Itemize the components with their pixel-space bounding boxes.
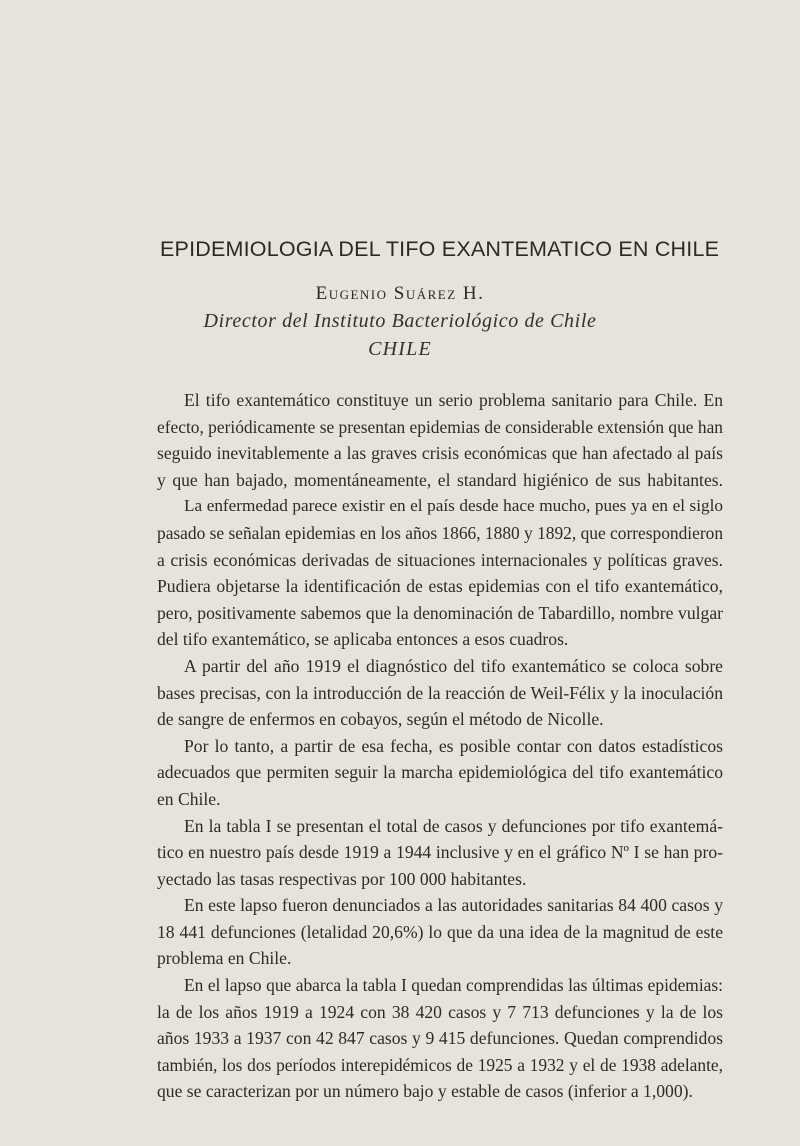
body-line: que se caracterizan por un número bajo y estable de casos (inferior a 1,000). — [157, 1081, 693, 1102]
body-line: En el lapso que abarca la tabla I quedan comprendidas las últimas epidemias: — [184, 975, 723, 996]
body-line: también, los dos períodos interepidémicos de 1925 a 1932 y el de 1938 adelante, — [157, 1054, 723, 1075]
body-line: El tifo exantemático constituye un serio problema sanitario para Chile. En — [184, 390, 723, 410]
body-line: efecto, periódicamente se presentan epidemias de considerable extensión que han — [157, 416, 723, 437]
author-affiliation: Director del Instituto Bacteriológico de Chile — [203, 310, 597, 332]
article-title: EPIDEMIOLOGIA DEL TIFO EXANTEMATICO EN CHILE — [160, 237, 720, 261]
body-line: Pudiera objetarse la identificación de estas epidemias con el tifo exantemático, — [157, 576, 723, 597]
article-body — [157, 387, 723, 1105]
body-line: La enfermedad parece existir en el país desde hace mucho, pues ya en el siglo — [184, 496, 723, 516]
body-line: tico en nuestro país desde 1919 a 1944 inclusive y en el gráfico Nº I se han pro- — [157, 842, 723, 863]
body-line: del tifo exantemático, se aplicaba entonces a esos cuadros. — [157, 629, 569, 650]
body-line: yectado las tasas respectivas por 100 000 habitantes. — [157, 868, 527, 889]
body-line: la de los años 1919 a 1924 con 38 420 casos y 7 713 defunciones y la de los — [157, 1001, 723, 1022]
body-line: seguido inevitablemente a las graves crisis económicas que han afectado al país — [157, 443, 723, 464]
body-line: 18 441 defunciones (letalidad 20,6%) lo que da una idea de la magnitud de este — [157, 921, 723, 942]
body-line: y que han bajado, momentáneamente, el standard higiénico de sus habitantes. — [157, 469, 723, 490]
body-line: en Chile. — [157, 788, 221, 809]
body-line: bases precisas, con la introducción de la reacción de Weil-Félix y la inoculación — [157, 682, 723, 703]
author-name: Eugenio Suárez H. — [315, 283, 485, 304]
body-line: En la tabla I se presentan el total de casos y defunciones por tifo exantemá- — [184, 815, 723, 836]
body-line: a crisis económicas derivadas de situaciones internacionales y políticas graves. — [157, 549, 723, 570]
body-line: pasado se señalan epidemias en los años 1866, 1880 y 1892, que correspondieron — [157, 522, 724, 543]
body-line: A partir del año 1919 el diagnóstico del tifo exantemático se coloca sobre — [184, 655, 723, 676]
body-line: Por lo tanto, a partir de esa fecha, es posible contar con datos estadísticos — [184, 735, 723, 756]
body-line: de sangre de enfermos en cobayos, según el método de Nicolle. — [157, 709, 604, 730]
body-line: años 1933 a 1937 con 42 847 casos y 9 415 defunciones. Quedan comprendidos — [157, 1028, 723, 1049]
body-line: pero, positivamente sabemos que la denominación de Tabardillo, nombre vulgar — [157, 602, 723, 623]
body-line: adecuados que permiten seguir la marcha epidemiológica del tifo exantemático — [157, 762, 723, 783]
body-line: problema en Chile. — [157, 948, 292, 969]
country-heading: CHILE — [368, 338, 432, 360]
body-line: En este lapso fueron denunciados a las autoridades sanitarias 84 400 casos y — [184, 895, 723, 916]
